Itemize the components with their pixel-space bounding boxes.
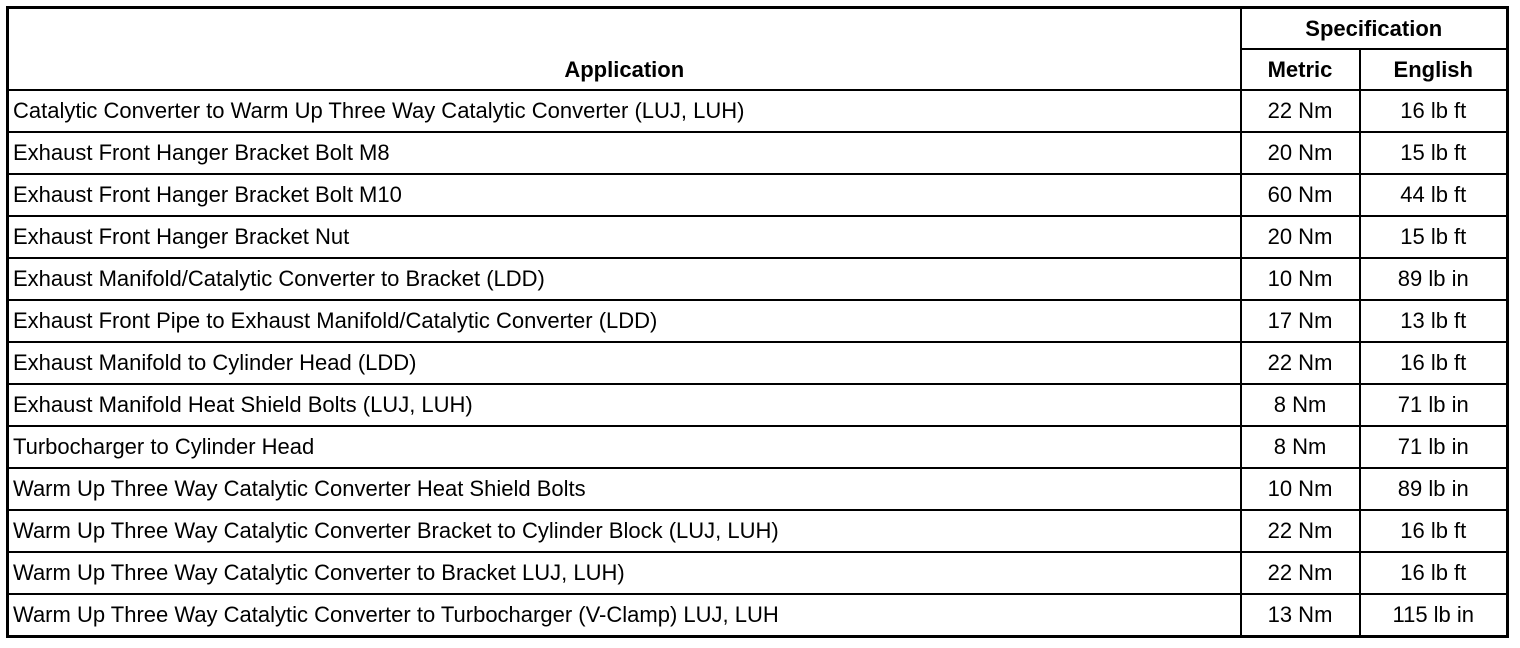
metric-cell: 8 Nm <box>1241 384 1360 426</box>
metric-cell: 22 Nm <box>1241 552 1360 594</box>
application-cell: Exhaust Front Hanger Bracket Bolt M10 <box>8 174 1241 216</box>
application-cell: Exhaust Front Pipe to Exhaust Manifold/Catalytic Converter (LDD) <box>8 300 1241 342</box>
table-row <box>8 384 1508 426</box>
application-cell: Turbocharger to Cylinder Head <box>8 426 1241 468</box>
table-row <box>8 216 1508 258</box>
english-cell: 44 lb ft <box>1360 174 1508 216</box>
english-cell: 16 lb ft <box>1360 342 1508 384</box>
metric-cell: 10 Nm <box>1241 468 1360 510</box>
table-row <box>8 426 1508 468</box>
english-cell: 16 lb ft <box>1360 90 1508 132</box>
table-row <box>8 552 1508 594</box>
table-row <box>8 90 1508 132</box>
metric-cell: 20 Nm <box>1241 132 1360 174</box>
table-row <box>8 468 1508 510</box>
application-header: Application <box>8 8 1241 91</box>
specification-header: Specification <box>1241 8 1508 50</box>
table-body <box>8 90 1508 637</box>
english-cell: 71 lb in <box>1360 384 1508 426</box>
metric-cell: 10 Nm <box>1241 258 1360 300</box>
metric-cell: 13 Nm <box>1241 594 1360 637</box>
table-row <box>8 342 1508 384</box>
english-cell: 71 lb in <box>1360 426 1508 468</box>
table-row <box>8 594 1508 637</box>
table-row <box>8 258 1508 300</box>
english-header: English <box>1360 49 1508 90</box>
english-cell: 16 lb ft <box>1360 552 1508 594</box>
metric-cell: 22 Nm <box>1241 510 1360 552</box>
application-cell: Catalytic Converter to Warm Up Three Way Catalytic Converter (LUJ, LUH) <box>8 90 1241 132</box>
application-cell: Warm Up Three Way Catalytic Converter to Turbocharger (V-Clamp) LUJ, LUH <box>8 594 1241 637</box>
table-row <box>8 300 1508 342</box>
metric-cell: 60 Nm <box>1241 174 1360 216</box>
table-row <box>8 510 1508 552</box>
metric-cell: 8 Nm <box>1241 426 1360 468</box>
application-cell: Exhaust Manifold to Cylinder Head (LDD) <box>8 342 1241 384</box>
metric-header: Metric <box>1241 49 1360 90</box>
english-cell: 89 lb in <box>1360 258 1508 300</box>
application-cell: Exhaust Front Hanger Bracket Bolt M8 <box>8 132 1241 174</box>
table-row <box>8 174 1508 216</box>
english-cell: 89 lb in <box>1360 468 1508 510</box>
application-cell: Exhaust Manifold/Catalytic Converter to Bracket (LDD) <box>8 258 1241 300</box>
torque-spec-table <box>6 6 1509 638</box>
english-cell: 15 lb ft <box>1360 132 1508 174</box>
english-cell: 15 lb ft <box>1360 216 1508 258</box>
header-row-top <box>8 8 1508 50</box>
metric-cell: 22 Nm <box>1241 342 1360 384</box>
application-cell: Exhaust Front Hanger Bracket Nut <box>8 216 1241 258</box>
english-cell: 115 lb in <box>1360 594 1508 637</box>
metric-cell: 22 Nm <box>1241 90 1360 132</box>
application-cell: Warm Up Three Way Catalytic Converter Bracket to Cylinder Block (LUJ, LUH) <box>8 510 1241 552</box>
application-cell: Exhaust Manifold Heat Shield Bolts (LUJ, LUH) <box>8 384 1241 426</box>
application-cell: Warm Up Three Way Catalytic Converter Heat Shield Bolts <box>8 468 1241 510</box>
metric-cell: 17 Nm <box>1241 300 1360 342</box>
table-row <box>8 132 1508 174</box>
english-cell: 16 lb ft <box>1360 510 1508 552</box>
english-cell: 13 lb ft <box>1360 300 1508 342</box>
metric-cell: 20 Nm <box>1241 216 1360 258</box>
application-cell: Warm Up Three Way Catalytic Converter to Bracket LUJ, LUH) <box>8 552 1241 594</box>
